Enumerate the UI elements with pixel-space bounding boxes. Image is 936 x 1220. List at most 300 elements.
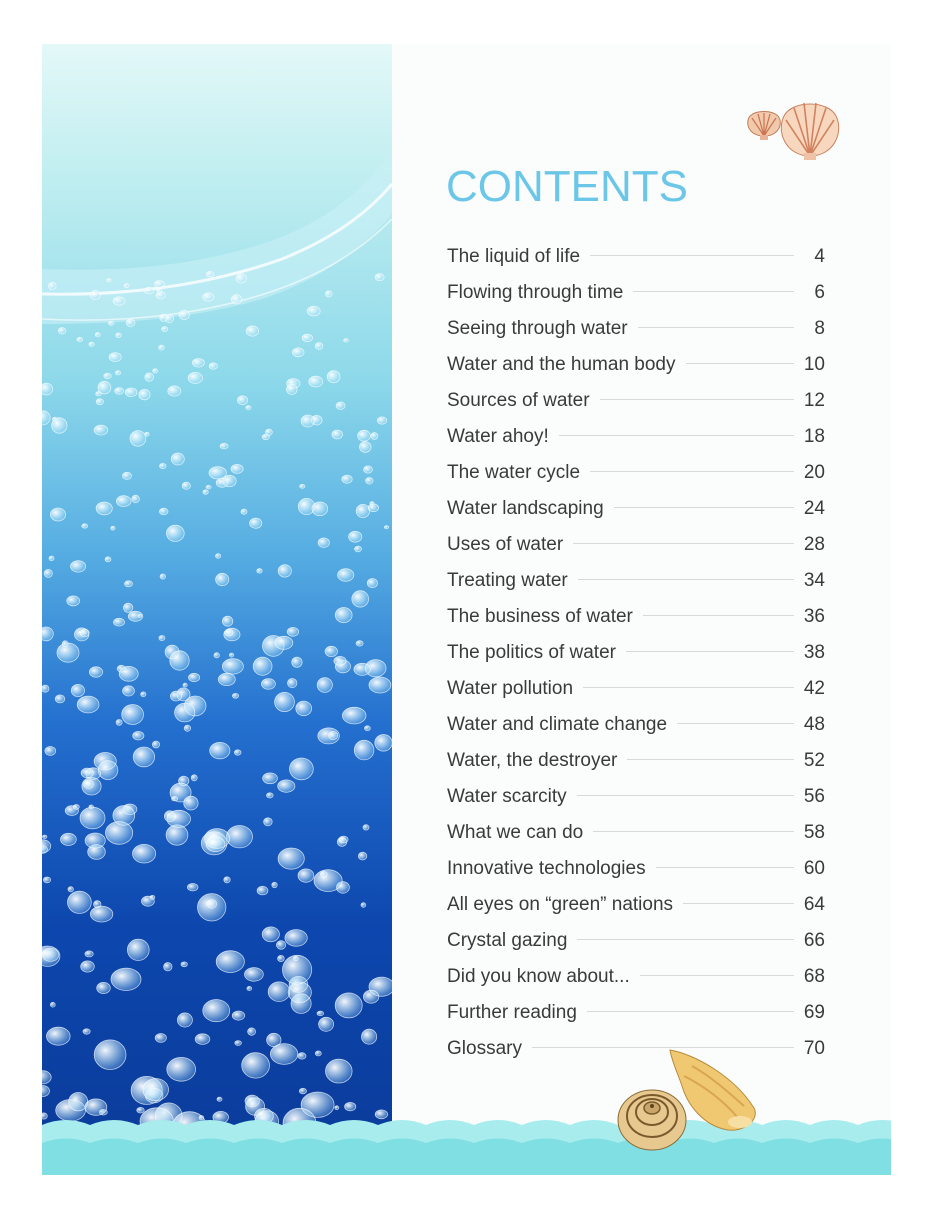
toc-leader — [590, 471, 794, 472]
bubble — [195, 1034, 210, 1045]
bubble — [80, 629, 89, 637]
toc-entry[interactable] — [447, 714, 825, 750]
bubble — [364, 466, 373, 473]
bubble — [143, 1079, 169, 1101]
bubble — [296, 701, 312, 716]
toc-leader — [577, 939, 794, 940]
bubble — [315, 1051, 321, 1056]
bubble — [299, 1088, 306, 1094]
bubble — [189, 673, 200, 681]
table-of-contents — [447, 246, 825, 1074]
bubble — [315, 343, 323, 350]
bubble — [49, 282, 57, 289]
bubble — [318, 538, 329, 548]
bubble — [71, 684, 84, 696]
bubble — [287, 627, 298, 636]
toc-leader — [593, 831, 794, 832]
bubble — [224, 877, 230, 883]
bubble — [262, 434, 269, 439]
bubble — [320, 871, 327, 876]
bubble — [358, 852, 366, 860]
bubble — [354, 663, 371, 675]
bubble — [155, 1034, 166, 1043]
bubble — [184, 725, 190, 731]
bubble — [96, 392, 101, 396]
bubble — [319, 1017, 334, 1031]
bubble — [123, 686, 135, 696]
toc-leader — [683, 903, 794, 904]
toc-page-number: 64 — [803, 894, 825, 915]
toc-entry[interactable] — [447, 1002, 825, 1038]
bubble — [229, 653, 233, 657]
toc-entry[interactable] — [447, 462, 825, 498]
toc-entry[interactable] — [447, 570, 825, 606]
bubble — [287, 384, 298, 394]
toc-entry[interactable] — [447, 534, 825, 570]
toc-entry[interactable] — [447, 498, 825, 534]
toc-page-number: 18 — [803, 426, 825, 447]
bubble — [222, 659, 243, 674]
toc-page-number: 52 — [803, 750, 825, 771]
bubble — [83, 1029, 90, 1034]
toc-page-number: 70 — [803, 1038, 825, 1059]
bubble — [369, 677, 391, 693]
toc-leader — [590, 255, 794, 256]
bubble — [298, 869, 314, 882]
toc-entry-title: Water, the destroyer — [447, 750, 618, 771]
bubble — [160, 314, 167, 321]
bubble — [85, 833, 105, 848]
bubble — [168, 386, 181, 396]
bubble — [247, 986, 252, 990]
bubble — [157, 289, 162, 293]
toc-page-number: 20 — [803, 462, 825, 483]
bubble — [349, 531, 362, 542]
toc-page-number: 12 — [803, 390, 825, 411]
bubble — [90, 906, 112, 922]
bubble — [166, 525, 184, 541]
bubble — [371, 433, 378, 440]
toc-entry-title: Water ahoy! — [447, 426, 549, 447]
bubble — [141, 692, 146, 697]
toc-entry-title: Water and climate change — [447, 714, 668, 735]
toc-page-number: 69 — [803, 1002, 825, 1023]
bubble — [231, 295, 241, 304]
bubble — [67, 596, 80, 606]
toc-entry-title: All eyes on “green” nations — [447, 894, 674, 915]
bubble — [109, 353, 121, 362]
bubble — [187, 884, 198, 891]
bubble — [122, 705, 144, 725]
bubble — [206, 271, 214, 276]
bubble — [198, 894, 226, 921]
bubble — [332, 430, 343, 439]
bubble — [206, 485, 211, 489]
bubble — [84, 780, 94, 789]
bubble — [126, 319, 135, 326]
bubble — [335, 1106, 339, 1110]
toc-leader — [627, 759, 794, 760]
toc-leader — [578, 579, 794, 580]
toc-page-number: 58 — [803, 822, 825, 843]
bubble — [225, 629, 233, 635]
toc-entry-title: Water and the human body — [447, 354, 676, 375]
bubble — [210, 742, 230, 758]
bubble — [314, 870, 342, 892]
bubble — [42, 383, 53, 395]
toc-leader — [587, 1011, 794, 1012]
bubble — [309, 376, 323, 387]
bubble — [179, 310, 189, 319]
bubble — [43, 835, 47, 838]
bubble — [234, 750, 241, 755]
bubble — [68, 891, 92, 913]
bubble — [246, 326, 258, 336]
toc-page-number: 4 — [814, 246, 825, 267]
bubble — [375, 735, 392, 752]
bubble — [288, 679, 297, 688]
toc-entry-title: Crystal gazing — [447, 930, 568, 951]
bubble — [363, 825, 369, 830]
bubble — [89, 667, 102, 677]
bubble — [167, 1057, 196, 1081]
bubble — [325, 646, 337, 656]
bubble — [336, 402, 345, 409]
bubble — [171, 453, 184, 465]
bubble — [285, 930, 307, 947]
toc-leader — [633, 291, 794, 292]
bubble — [188, 372, 202, 383]
bubble — [245, 968, 264, 982]
bubble — [326, 291, 333, 297]
bubble — [85, 951, 93, 957]
bubble — [133, 747, 154, 767]
bubble — [235, 1041, 242, 1046]
toc-entry-title: Further reading — [447, 1002, 577, 1023]
bubble — [181, 962, 187, 967]
bubble — [214, 653, 219, 658]
bubble — [276, 941, 285, 950]
bubble — [97, 982, 111, 993]
bubble — [257, 569, 262, 574]
bubble — [43, 877, 50, 883]
toc-page-number: 66 — [803, 930, 825, 951]
toc-entry-title: What we can do — [447, 822, 584, 843]
bubble — [111, 526, 115, 530]
bubble — [96, 399, 103, 405]
toc-page-number: 42 — [803, 678, 825, 699]
bubble — [61, 833, 77, 845]
bubble — [267, 793, 274, 798]
bubble — [81, 768, 93, 778]
bubble — [133, 731, 144, 740]
bubble — [312, 502, 328, 516]
bubble — [47, 1027, 71, 1045]
toc-page-number: 6 — [814, 282, 825, 303]
bubble — [275, 636, 293, 649]
bubble — [160, 463, 167, 468]
bubble — [159, 345, 165, 350]
bubble — [144, 287, 153, 294]
bubble — [104, 373, 111, 378]
bubble — [182, 482, 190, 489]
bubble — [232, 1011, 244, 1020]
bubble — [132, 495, 140, 502]
toc-entry[interactable] — [447, 426, 825, 462]
bubble — [317, 1011, 324, 1016]
bubble — [248, 1028, 256, 1035]
bubble — [130, 431, 146, 447]
toc-entry-title: Treating water — [447, 570, 568, 591]
toc-page-number: 24 — [803, 498, 825, 519]
bubble — [356, 504, 369, 517]
bubble — [356, 641, 363, 646]
bubble — [114, 618, 125, 626]
toc-entry-title: Sources of water — [447, 390, 590, 411]
bubble — [302, 334, 312, 342]
bubble — [290, 758, 314, 780]
bubble — [342, 475, 352, 483]
bubble — [307, 306, 320, 316]
bubble — [139, 389, 150, 399]
toc-leader — [643, 615, 794, 616]
bubble — [125, 388, 137, 397]
bubble — [62, 641, 68, 647]
bubble — [220, 443, 228, 449]
bubble — [77, 337, 83, 341]
bubble — [170, 651, 189, 670]
bubble — [263, 773, 278, 784]
bubble — [117, 665, 125, 672]
bubble — [68, 887, 73, 892]
bubble — [105, 557, 111, 562]
bubble — [203, 1000, 230, 1022]
toc-page-number: 34 — [803, 570, 825, 591]
bubble — [335, 608, 352, 623]
bubble — [345, 1102, 356, 1110]
bubble — [109, 321, 114, 325]
toc-entry[interactable] — [447, 786, 825, 822]
toc-page-number: 48 — [803, 714, 825, 735]
toc-page-number: 60 — [803, 858, 825, 879]
sea-shells-icon — [612, 1044, 772, 1154]
bubble — [111, 968, 141, 990]
bubble — [167, 810, 191, 827]
bubble — [354, 740, 374, 760]
bubble — [155, 281, 165, 288]
bubble — [344, 339, 349, 342]
bubble — [326, 1059, 353, 1083]
bubble — [300, 484, 305, 488]
toc-leader — [573, 543, 794, 544]
bubble — [116, 333, 121, 338]
toc-leader — [614, 507, 794, 508]
bubble — [81, 961, 95, 972]
bubble — [106, 822, 133, 845]
toc-entry[interactable] — [447, 966, 825, 1002]
toc-leader — [600, 399, 794, 400]
scallop-shells-icon — [732, 98, 852, 168]
toc-entry[interactable] — [447, 246, 825, 282]
bubble — [184, 796, 198, 810]
toc-entry-title: Water landscaping — [447, 498, 604, 519]
toc-page-number: 28 — [803, 534, 825, 555]
bubble — [170, 691, 181, 701]
bubble — [335, 993, 362, 1018]
toc-leader — [686, 363, 795, 364]
bubble — [94, 425, 108, 435]
bubble — [96, 502, 112, 515]
bubble — [361, 903, 366, 908]
bubble — [203, 490, 208, 495]
bubble — [71, 561, 86, 572]
toc-page-number: 68 — [803, 966, 825, 987]
bubble — [142, 896, 155, 906]
bubble — [123, 472, 132, 479]
bubble — [222, 616, 232, 626]
bubble — [367, 579, 377, 588]
bubble — [95, 333, 100, 337]
bubble — [272, 882, 277, 887]
toc-leader — [656, 867, 794, 868]
toc-entry[interactable] — [447, 678, 825, 714]
bubble — [145, 373, 154, 381]
bubble — [206, 837, 225, 852]
bubble — [375, 274, 384, 281]
bubble — [275, 692, 295, 711]
bubble — [257, 886, 268, 895]
bubble — [191, 775, 197, 781]
toc-page-number: 38 — [803, 642, 825, 663]
bubble — [217, 1097, 222, 1101]
bubble — [241, 509, 247, 514]
bubble — [292, 657, 302, 667]
bubble — [218, 673, 235, 685]
bubble — [360, 442, 372, 453]
toc-leader — [638, 327, 794, 328]
bubble — [113, 297, 125, 305]
toc-page-number: 56 — [803, 786, 825, 807]
toc-leader — [559, 435, 794, 436]
toc-entry-title: The politics of water — [447, 642, 616, 663]
bubble — [166, 825, 188, 845]
toc-entry[interactable] — [447, 642, 825, 678]
bubble — [293, 956, 298, 960]
bubble — [262, 927, 279, 942]
bubble — [50, 508, 65, 521]
bubble — [90, 290, 100, 299]
bubble — [55, 695, 65, 703]
bubble — [363, 990, 378, 1003]
toc-entry-title: Did you know about... — [447, 966, 630, 987]
toc-page-number: 8 — [814, 318, 825, 339]
toc-page-number: 36 — [803, 606, 825, 627]
bubble — [128, 611, 142, 621]
toc-leader — [640, 975, 794, 976]
bubble — [216, 554, 221, 559]
bubble — [261, 679, 275, 690]
bubble — [44, 569, 52, 577]
toc-entry-title: Glossary — [447, 1038, 522, 1059]
toc-entry[interactable] — [447, 354, 825, 390]
bubble — [45, 747, 56, 756]
bubble — [159, 508, 168, 515]
bubble — [73, 805, 79, 810]
bubble — [209, 467, 226, 479]
bubble — [216, 573, 229, 585]
bubble — [50, 1002, 55, 1007]
bubble — [278, 780, 295, 792]
bubble — [98, 761, 118, 780]
bubble — [270, 1044, 297, 1065]
bubble — [377, 417, 386, 424]
bubble — [175, 703, 195, 722]
bubble — [107, 279, 111, 282]
bubble — [172, 797, 178, 801]
bubble — [264, 818, 273, 826]
contents-page — [42, 44, 891, 1175]
bubble — [292, 348, 304, 357]
toc-entry[interactable] — [447, 822, 825, 858]
toc-leader — [577, 795, 794, 796]
bubble — [125, 581, 133, 587]
bubble — [177, 1013, 192, 1027]
toc-page-number: 10 — [803, 354, 825, 375]
bubble — [159, 636, 165, 641]
toc-entry-title: Water pollution — [447, 678, 574, 699]
bubble — [80, 807, 105, 829]
bubble — [160, 574, 165, 579]
bubble — [153, 369, 158, 373]
bubble — [338, 569, 354, 582]
toc-entry[interactable] — [447, 750, 825, 786]
toc-entry[interactable] — [447, 858, 825, 894]
toc-entry[interactable] — [447, 282, 825, 318]
bubble — [89, 342, 94, 346]
bubble — [246, 406, 251, 410]
bubble — [231, 464, 243, 473]
bubble — [327, 371, 340, 383]
toc-leader — [626, 651, 794, 652]
bubble — [368, 504, 378, 512]
bubble — [317, 678, 332, 693]
bubble — [352, 591, 369, 607]
toc-entry-title: Innovative technologies — [447, 858, 646, 879]
toc-entry[interactable] — [447, 606, 825, 642]
toc-entry-title: The business of water — [447, 606, 633, 627]
toc-entry[interactable] — [447, 390, 825, 426]
bubble — [253, 657, 272, 675]
bubble — [236, 274, 246, 283]
bubble — [342, 707, 366, 724]
bubble — [355, 546, 362, 552]
toc-entry-title: Flowing through time — [447, 282, 624, 303]
bubble — [203, 293, 214, 301]
bubble — [329, 731, 338, 739]
bubble — [250, 518, 262, 528]
bubble — [278, 955, 285, 961]
toc-entry[interactable] — [447, 894, 825, 930]
bubble — [77, 696, 99, 713]
bubble — [57, 643, 79, 662]
bubble — [116, 720, 122, 726]
bubble — [339, 836, 348, 843]
toc-entry[interactable] — [447, 318, 825, 354]
toc-entry[interactable] — [447, 930, 825, 966]
bubble — [366, 478, 373, 485]
bubble — [183, 683, 187, 687]
bubble — [209, 363, 217, 369]
